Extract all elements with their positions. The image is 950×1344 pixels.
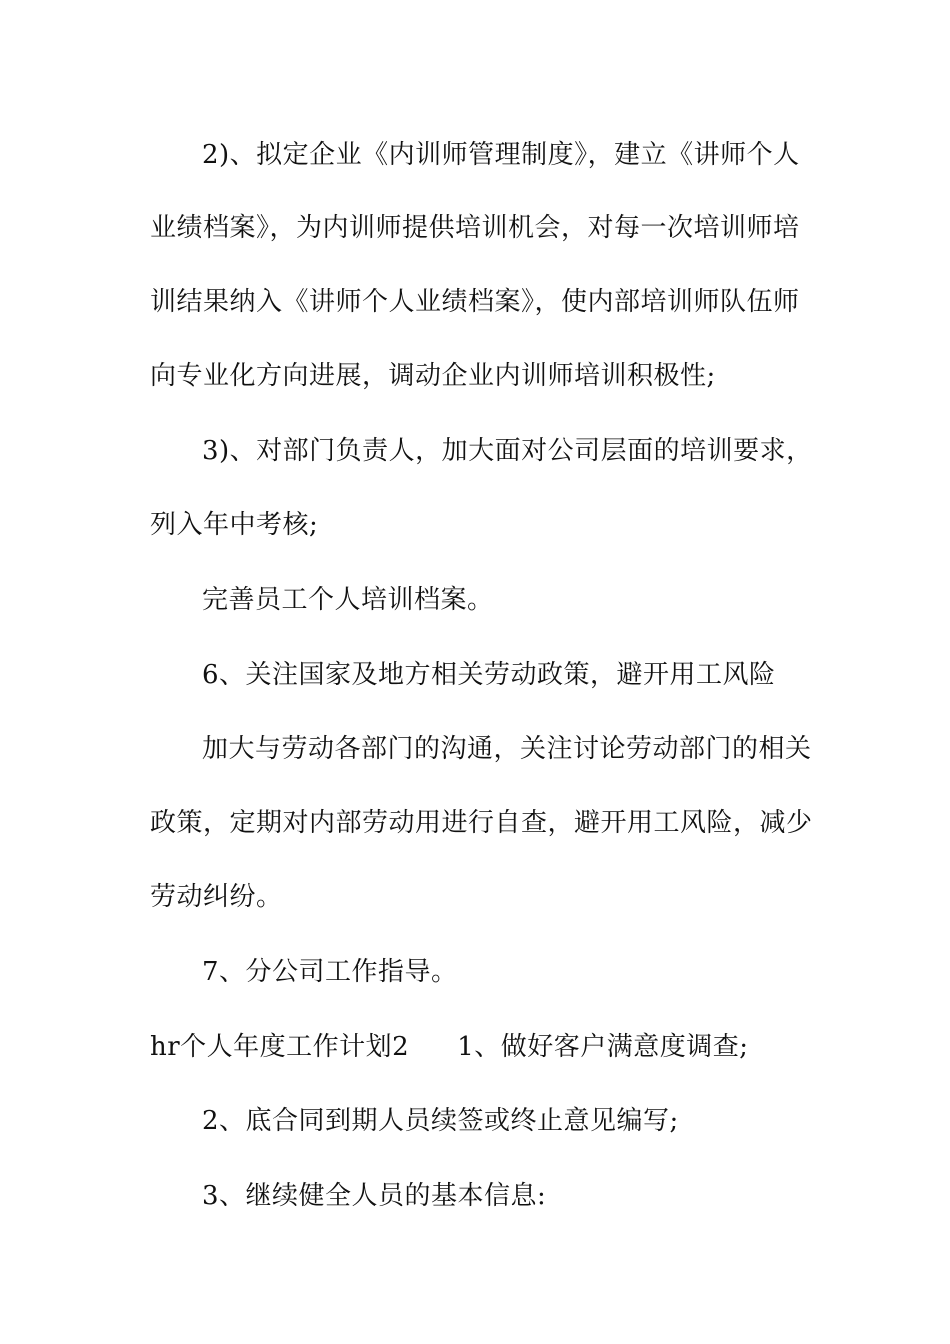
paragraph-line: 7、分公司工作指导。 <box>202 957 458 987</box>
paragraph-line: 政策，定期对内部劳动用进行自查，避开用工风险，减少 <box>150 808 813 838</box>
paragraph-line: 向专业化方向进展，调动企业内训师培训积极性; <box>150 361 716 391</box>
paragraph-line: 3、继续健全人员的基本信息: <box>202 1181 547 1211</box>
paragraph-line: 3)、对部门负责人，加大面对公司层面的培训要求， <box>202 436 813 466</box>
paragraph-line: 2)、拟定企业《内训师管理制度》，建立《讲师个人 <box>202 140 800 170</box>
paragraph-line: 业绩档案》，为内训师提供培训机会，对每一次培训师培 <box>150 213 800 243</box>
paragraph-line: 2、底合同到期人员续签或终止意见编写; <box>202 1106 679 1136</box>
paragraph-line: 劳动纠纷。 <box>150 882 283 912</box>
paragraph-line: 加大与劳动各部门的沟通，关注讨论劳动部门的相关 <box>202 734 812 764</box>
paragraph-line: 训结果纳入《讲师个人业绩档案》，使内部培训师队伍师 <box>150 287 800 317</box>
section-heading-line <box>150 1030 800 1064</box>
first-item: 1、做好客户满意度调查; <box>457 1032 749 1062</box>
paragraph-line: 完善员工个人培训档案。 <box>202 585 494 615</box>
paragraph-line: 列入年中考核; <box>150 510 319 540</box>
section-title: hr个人年度工作计划2 <box>150 1032 410 1062</box>
paragraph-line: 6、关注国家及地方相关劳动政策，避开用工风险 <box>202 660 776 690</box>
